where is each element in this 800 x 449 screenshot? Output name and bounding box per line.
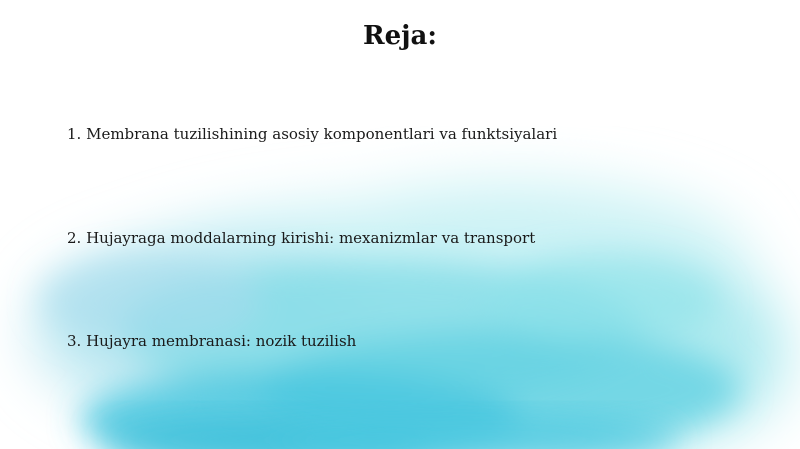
plan-item-2: 2. Hujayraga moddalarning kirishi: mexanizmlar va transport xyxy=(67,229,536,247)
slide-title: Reja: xyxy=(362,21,437,51)
plan-item-3: 3. Hujayra membranasi: nozik tuzilish xyxy=(67,332,357,350)
plan-item-1: 1. Membrana tuzilishining asosiy komponentlari va funktsiyalari xyxy=(67,125,558,143)
